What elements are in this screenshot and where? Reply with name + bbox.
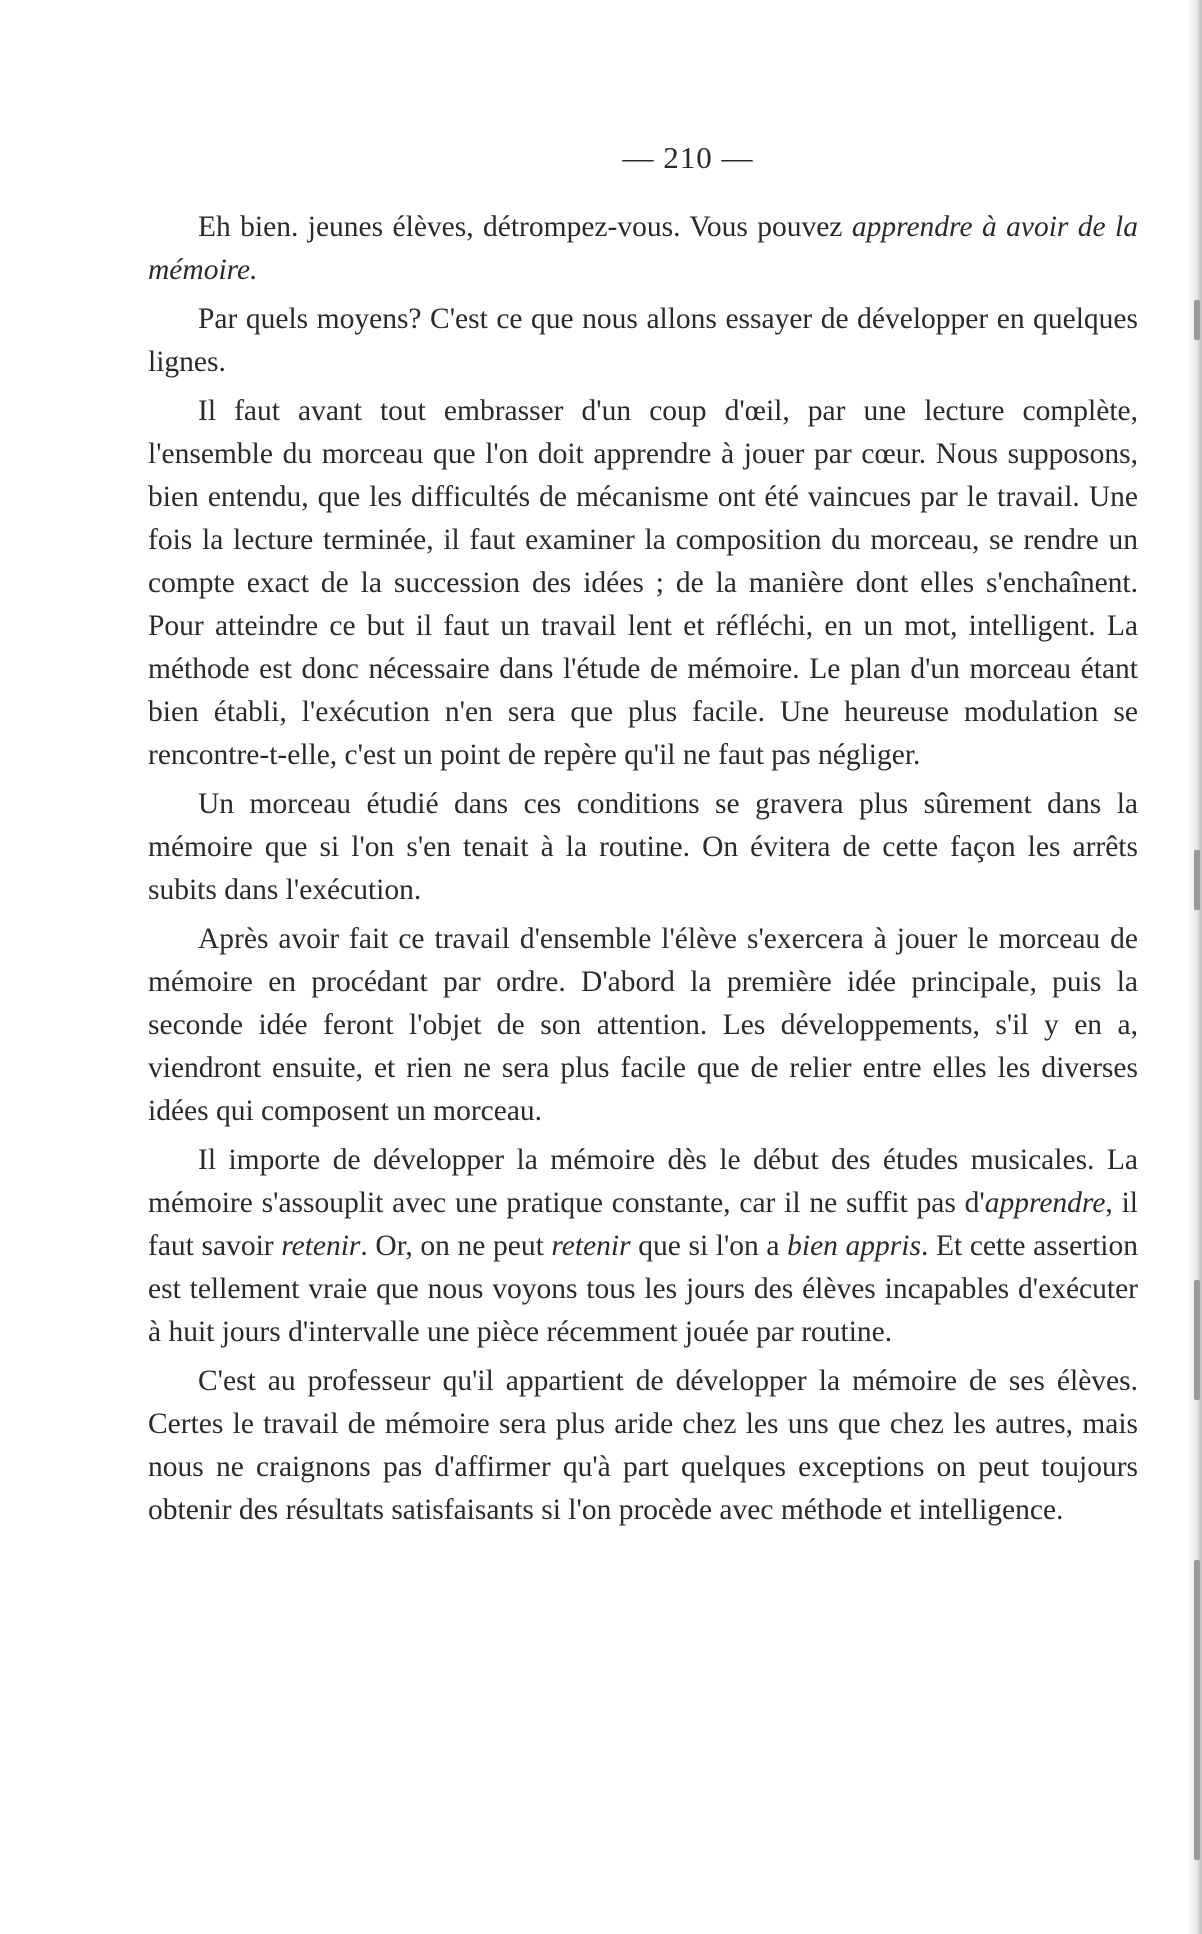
italic-text: retenir [281,1230,361,1262]
italic-text: bien appris [787,1230,921,1262]
italic-text: apprendre à avoir de la mémoire. [148,211,1138,286]
text-run: Eh bien. jeunes élèves, détrompez-vous. Vous pouvez [198,211,852,243]
text-run: C'est au professeur qu'il appartient de développer la mémoire de ses élèves. Certes le travail de mémoire sera plus aride chez les uns que chez les autres, mais nous ne craignons pas d'affirmer qu'à part quelques exceptions on peut toujours obtenir des résultats satisfaisants si l'on procède avec méthode et intelligence. [148,1365,1138,1526]
page-edge-mark [1194,850,1200,910]
page-edge-mark [1194,300,1200,340]
text-run: Un morceau étudié dans ces conditions se gravera plus sûrement dans la mémoire que si l'on s'en tenait à la routine. On évitera de cette façon les arrêts subits dans l'exécution. [148,788,1138,906]
text-run: . Or, on ne peut [360,1230,552,1262]
italic-text: retenir [551,1230,631,1262]
italic-text: apprendre [984,1187,1106,1219]
paragraph [148,918,1138,1133]
page-edge-mark [1194,1560,1200,1860]
text-run: Il faut avant tout embrasser d'un coup d'œil, par une lecture complète, l'ensemble du morceau que l'on doit apprendre à jouer par cœur. Nous supposons, bien entendu, que les difficultés de mécanisme ont été vaincues par le travail. Une fois la lecture terminée, il faut examiner la composition du morceau, se rendre un compte exact de la succession des idées ; de la manière dont elles s'enchaînent. Pour atteindre ce but il faut un travail lent et réfléchi, en un mot, intelligent. La méthode est donc nécessaire dans l'étude de mémoire. Le plan d'un morceau étant bien établi, l'exécution n'en sera que plus facile. Une heureuse modulation se rencontre-t-elle, c'est un point de repère qu'il ne faut pas négliger. [148,395,1138,771]
text-run: , il faut savoir [148,1187,1138,1262]
page-number: — 210 — [622,140,754,175]
text-run: Par quels moyens? C'est ce que nous allons essayer de développer en quelques lignes. [148,303,1138,378]
page-body [148,140,1138,1538]
page-edge-mark [1194,1280,1200,1400]
paragraph [148,1139,1138,1354]
paragraph [148,783,1138,912]
text-run: que si l'on a [630,1230,788,1262]
text-run: . Et cette assertion est tellement vraie que nous voyons tous les jours des élèves incapables d'exécuter à huit jours d'intervalle une pièce récemment jouée par routine. [148,1230,1138,1348]
paragraph [148,206,1138,292]
text-run: Après avoir fait ce travail d'ensemble l'élève s'exercera à jouer le morceau de mémoire en procédant par ordre. D'abord la première idée principale, puis la seconde idée feront l'objet de son attention. Les développements, s'il y en a, viendront ensuite, et rien ne sera plus facile que de relier entre elles les diverses idées qui composent un morceau. [148,923,1138,1127]
paragraph [148,390,1138,777]
paragraph [148,298,1138,384]
text-run: Il importe de développer la mémoire dès le début des études musicales. La mémoire s'assouplit avec une pratique constante, car il ne suffit pas d' [148,1144,1138,1219]
paragraph [148,1360,1138,1532]
text-body [148,206,1138,1532]
